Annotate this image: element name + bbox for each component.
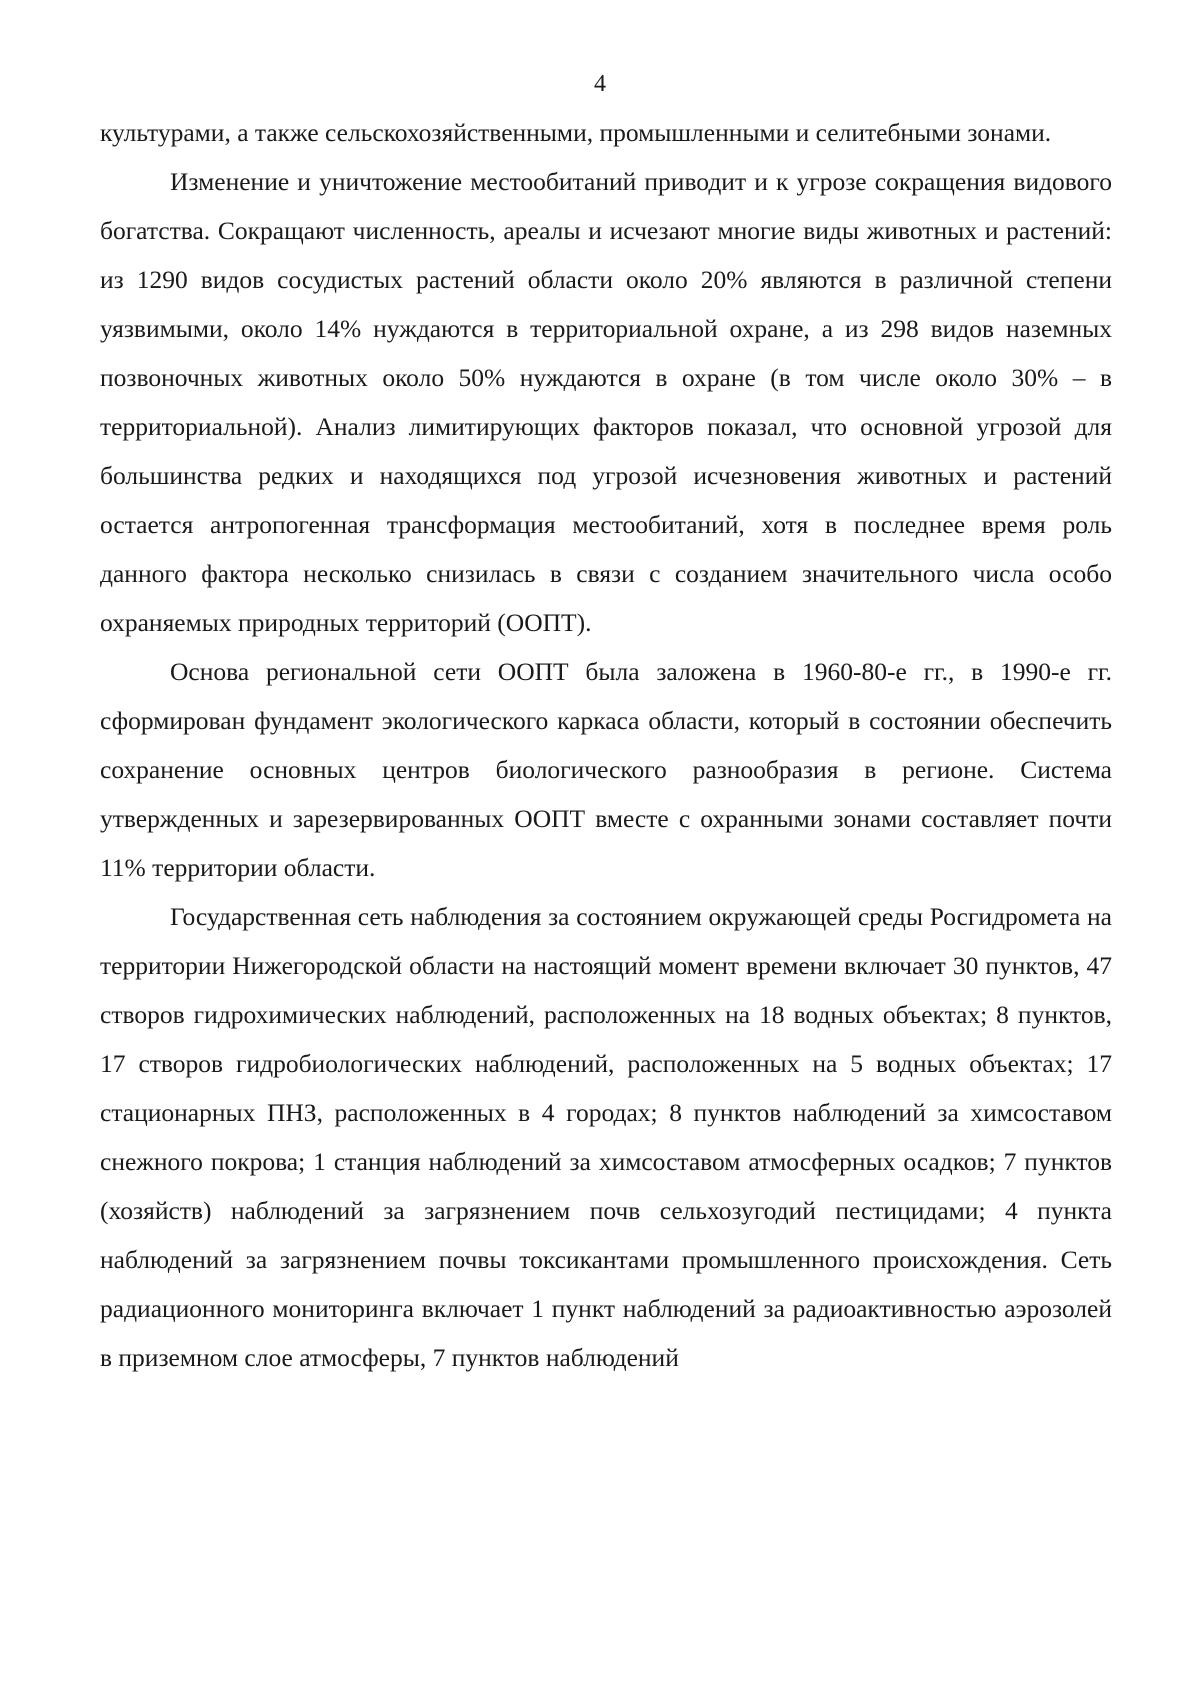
page-number: 4 xyxy=(594,71,606,97)
paragraph-monitoring-network: Государственная сеть наблюдения за состоянием окружающей среды Росгидромета на территории Нижегородской области на настоящий момент времени включает 30 пунктов, 47 створов гидрохимических наблюдений, расположенных на 18 водных объектах; 8 пунктов, 17 створов гидробиологических наблюдений, расположенных на 5 водных объектах; 17 стационарных ПНЗ, расположенных в 4 городах; 8 пунктов наблюдений за химсоставом снежного покрова; 1 станция наблюдений за химсоставом атмосферных осадков; 7 пунктов (хозяйств) наблюдений за загрязнением почв сельхозугодий пестицидами; 4 пункта наблюдений за загрязнением почвы токсикантами промышленного происхождения. Сеть радиационного мониторинга включает 1 пункт наблюдений за радиоактивностью аэрозолей в приземном слое атмосферы, 7 пунктов наблюдений xyxy=(100,902,1112,1372)
paragraph-continuation: культурами, а также сельскохозяйственными, промышленными и селитебными зонами. xyxy=(100,118,1052,147)
paragraph-protected-areas: Основа региональной сети ООПТ была заложена в 1960-80-е гг., в 1990-е гг. сформирован фундамент экологического каркаса области, который в состоянии обеспечить сохранение основных центров биологического разнообразия в регионе. Система утвержденных и зарезервированных ООПТ вместе с охранными зонами составляет почти 11% территории области. xyxy=(100,657,1112,882)
body-text xyxy=(100,108,1112,1382)
paragraph-habitat-loss: Изменение и уничтожение местообитаний приводит и к угрозе сокращения видового богатства. Сокращают численность, ареалы и исчезают многие виды животных и растений: из 1290 видов сосудистых растений области около 20% являются в различной степени уязвимыми, около 14% нуждаются в территориальной охране, а из 298 видов наземных позвоночных животных около 50% нуждаются в охране (в том числе около 30% – в территориальной). Анализ лимитирующих факторов показал, что основной угрозой для большинства редких и находящихся под угрозой исчезновения животных и растений остается антропогенная трансформация местообитаний, хотя в последнее время роль данного фактора несколько снизилась в связи с созданием значительного числа особо охраняемых природных территорий (ООПТ). xyxy=(100,167,1112,637)
